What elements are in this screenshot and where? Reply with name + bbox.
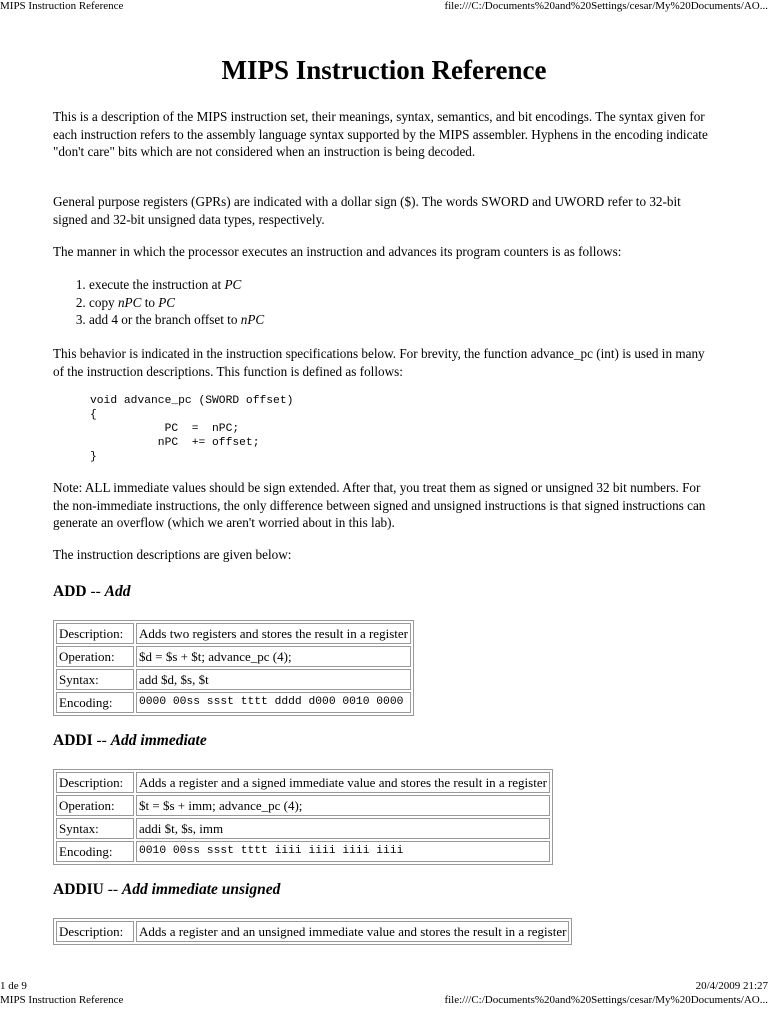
- table-row: Syntax: addi $t, $s, imm: [56, 818, 550, 839]
- descriptions-intro: The instruction descriptions are given below:: [53, 547, 292, 562]
- table-row: Operation: $d = $s + $t; advance_pc (4);: [56, 646, 411, 667]
- manner-paragraph: The manner in which the processor executes an instruction and advances its program counters is as follows:: [53, 244, 622, 259]
- intro-paragraph: This is a description of the MIPS instruction set, their meanings, syntax, semantics, and bit encodings. The syntax given for each instruction refers to the assembly language syntax supported by the MIPS assembler. Hyphens in the encoding indicate "don't care" bits which are not considered when an instruction is being decoded.: [53, 109, 708, 159]
- print-footer-page: 1 de 9: [0, 980, 27, 992]
- table-row: Description: Adds two registers and stores the result in a register: [56, 623, 411, 644]
- note-paragraph: Note: ALL immediate values should be sign extended. After that, you treat them as signed or unsigned 32 bit numbers. For the non-immediate instructions, the only difference between signed and unsigned instructions is that signed instructions can generate an overflow (which we aren't worried about in this lab).: [53, 480, 706, 530]
- print-footer-datetime: 20/4/2009 21:27: [695, 980, 768, 992]
- table-row: Syntax: add $d, $s, $t: [56, 669, 411, 690]
- print-header-title-next: MIPS Instruction Reference: [0, 994, 124, 1006]
- instruction-heading-addi: ADDI -- Add immediate: [53, 732, 207, 749]
- table-row: Description: Adds a register and a signed immediate value and stores the result in a register: [56, 772, 550, 793]
- gpr-paragraph: General purpose registers (GPRs) are indicated with a dollar sign ($). The words SWORD and UWORD refer to 32-bit signed and 32-bit unsigned data types, respectively.: [53, 194, 681, 227]
- list-item: 2. copy nPC to PC: [89, 294, 713, 312]
- instruction-table-addiu: [53, 918, 572, 945]
- instruction-table-add: [53, 620, 414, 716]
- table-row: Operation: $t = $s + imm; advance_pc (4);: [56, 795, 550, 816]
- steps-list: [53, 276, 713, 329]
- print-header-url: file:///C:/Documents%20and%20Settings/cesar/My%20Documents/AO...: [444, 0, 768, 12]
- table-row: Encoding: 0010 00ss ssst tttt iiii iiii iiii iiii: [56, 841, 550, 862]
- instruction-table-addi: [53, 769, 553, 865]
- behavior-paragraph: This behavior is indicated in the instruction specifications below. For brevity, the function advance_pc (int) is used in many of the instruction descriptions. This function is defined as follows:: [53, 346, 705, 379]
- print-header-title: MIPS Instruction Reference: [0, 0, 124, 12]
- list-item: 1. execute the instruction at PC: [89, 276, 713, 294]
- code-block: void advance_pc (SWORD offset) { PC = nPC; nPC += offset; }: [90, 395, 294, 463]
- page-title: MIPS Instruction Reference: [221, 55, 547, 85]
- table-row: Description: Adds a register and an unsigned immediate value and stores the result in a register: [56, 921, 569, 942]
- print-header-url-next: file:///C:/Documents%20and%20Settings/cesar/My%20Documents/AO...: [444, 994, 768, 1006]
- table-row: Encoding: 0000 00ss ssst tttt dddd d000 0010 0000: [56, 692, 411, 713]
- list-item: 3. add 4 or the branch offset to nPC: [89, 311, 713, 329]
- instruction-heading-addiu: ADDIU -- Add immediate unsigned: [53, 881, 281, 898]
- instruction-heading-add: ADD -- Add: [53, 583, 131, 600]
